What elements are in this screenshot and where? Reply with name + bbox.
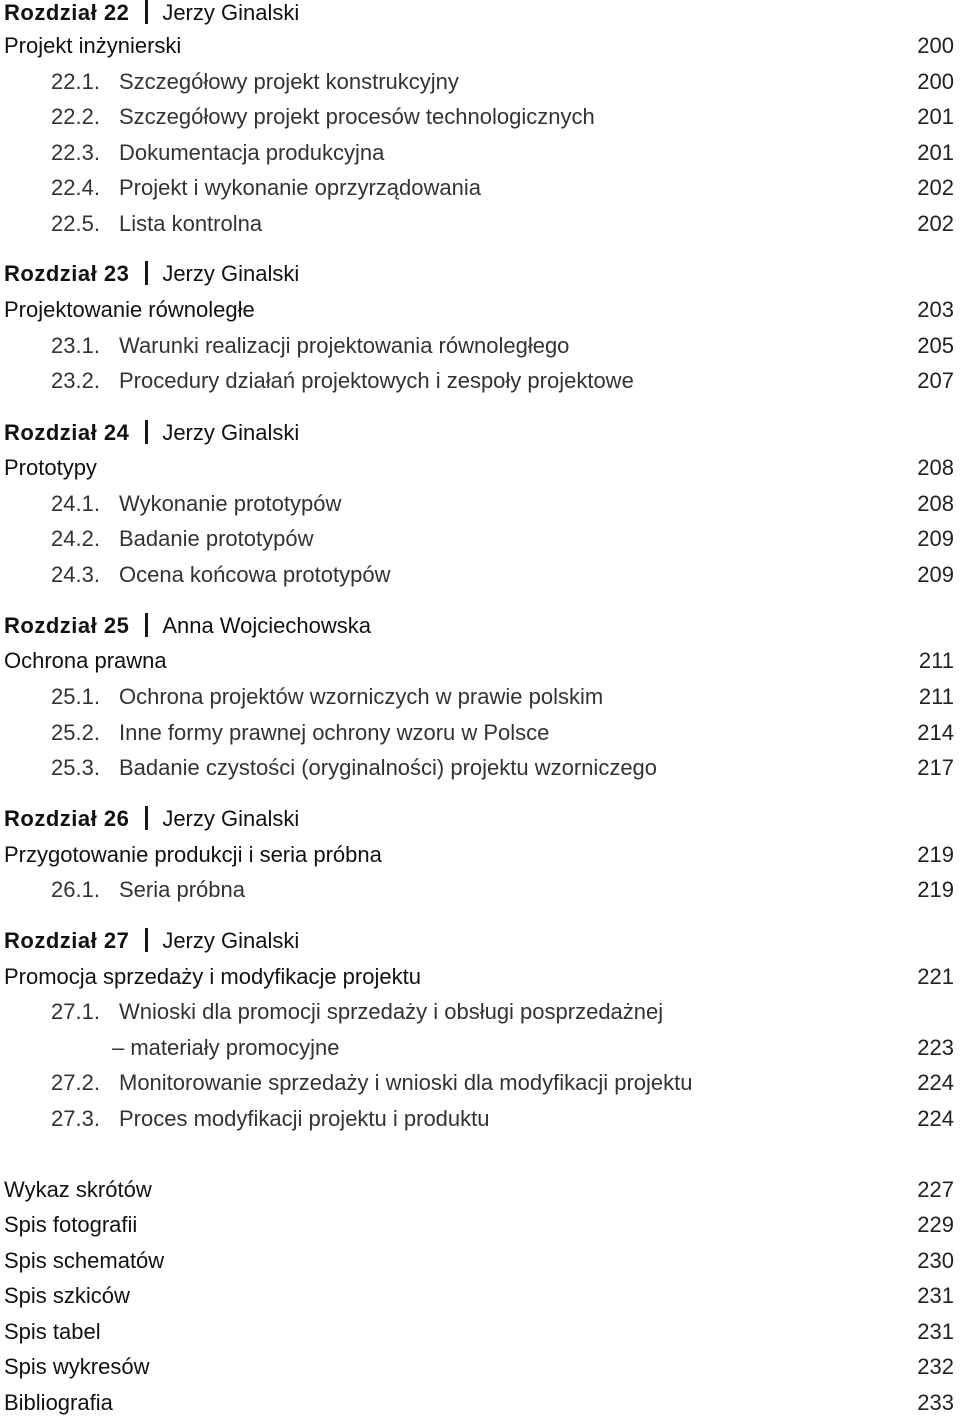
toc-subentry bbox=[0, 171, 960, 205]
chapter-separator bbox=[145, 261, 148, 285]
page-number: 201 bbox=[917, 140, 954, 165]
section-number: 22.5. bbox=[51, 211, 100, 236]
entry-title: Spis tabel bbox=[4, 1319, 101, 1344]
section-title: Szczegółowy projekt procesów technologicznych bbox=[119, 104, 595, 129]
section-number: 24.1. bbox=[51, 491, 100, 516]
entry-title: Spis schematów bbox=[4, 1248, 165, 1273]
section-title: Ochrona projektów wzorniczych w prawie polskim bbox=[119, 684, 604, 709]
chapter-separator bbox=[145, 928, 148, 952]
page-number: 223 bbox=[917, 1035, 954, 1060]
section-number: 24.3. bbox=[51, 562, 100, 587]
page-number: 202 bbox=[917, 211, 954, 236]
page-number: 224 bbox=[917, 1070, 954, 1095]
chapter-heading-line bbox=[4, 257, 299, 291]
entry-title: Spis szkiców bbox=[4, 1283, 130, 1308]
page-number: 217 bbox=[917, 755, 954, 780]
chapter-heading-line bbox=[4, 802, 299, 836]
page-number: 208 bbox=[917, 491, 954, 516]
chapter-separator bbox=[145, 613, 148, 637]
toc-subentry bbox=[0, 558, 960, 592]
page-number: 201 bbox=[917, 104, 954, 129]
toc-subentry bbox=[0, 522, 960, 556]
section-title: Seria próbna bbox=[119, 877, 245, 902]
chapter-heading-line bbox=[4, 416, 299, 450]
toc-subentry bbox=[0, 329, 960, 363]
page-number: 203 bbox=[917, 297, 954, 322]
page-number: 224 bbox=[917, 1106, 954, 1131]
chapter-label: Rozdział 23 bbox=[4, 261, 130, 286]
chapter-heading bbox=[0, 0, 960, 30]
toc-subentry bbox=[0, 1066, 960, 1100]
chapter-heading-line bbox=[4, 609, 371, 643]
entry-title: Projektowanie równoległe bbox=[4, 297, 255, 322]
section-title: Procedury działań projektowych i zespoły projektowe bbox=[119, 368, 634, 393]
page-number: 219 bbox=[917, 842, 954, 867]
toc-entry bbox=[0, 451, 960, 485]
chapter-author: Jerzy Ginalski bbox=[162, 806, 300, 831]
toc-entry bbox=[0, 293, 960, 327]
section-number: 25.1. bbox=[51, 684, 100, 709]
chapter-separator bbox=[145, 0, 148, 24]
toc-entry bbox=[0, 29, 960, 63]
entry-title: Bibliografia bbox=[4, 1390, 113, 1415]
page-number: 232 bbox=[917, 1354, 954, 1379]
chapter-author: Jerzy Ginalski bbox=[162, 420, 300, 445]
page-number: 230 bbox=[917, 1248, 954, 1273]
page-number: 231 bbox=[917, 1319, 954, 1344]
entry-title: Prototypy bbox=[4, 455, 97, 480]
entry-title: Ochrona prawna bbox=[4, 648, 167, 673]
section-title: Badanie czystości (oryginalności) projektu wzorniczego bbox=[119, 755, 658, 780]
entry-title: Promocja sprzedaży i modyfikacje projektu bbox=[4, 964, 421, 989]
toc-subentry bbox=[0, 136, 960, 170]
section-number: 27.3. bbox=[51, 1106, 100, 1131]
section-title: Warunki realizacji projektowania równoległego bbox=[119, 333, 570, 358]
page-number: 209 bbox=[917, 562, 954, 587]
chapter-label: Rozdział 27 bbox=[4, 928, 130, 953]
page-number: 231 bbox=[917, 1283, 954, 1308]
entry-title: Spis fotografii bbox=[4, 1212, 138, 1237]
toc-subentry bbox=[0, 995, 960, 1029]
chapter-heading bbox=[0, 416, 960, 450]
chapter-label: Rozdział 24 bbox=[4, 420, 130, 445]
section-number: 25.3. bbox=[51, 755, 100, 780]
chapter-author: Jerzy Ginalski bbox=[162, 0, 300, 25]
toc-subentry bbox=[0, 487, 960, 521]
section-number: 22.1. bbox=[51, 69, 100, 94]
toc-subentry bbox=[0, 207, 960, 241]
page-number: 233 bbox=[917, 1390, 954, 1415]
chapter-separator bbox=[145, 806, 148, 830]
page-number: 211 bbox=[918, 684, 954, 709]
page-number: 211 bbox=[918, 648, 954, 673]
chapter-author: Jerzy Ginalski bbox=[162, 928, 300, 953]
page-number: 207 bbox=[917, 368, 954, 393]
toc-entry bbox=[0, 1386, 960, 1420]
section-title: Szczegółowy projekt konstrukcyjny bbox=[119, 69, 459, 94]
chapter-author: Anna Wojciechowska bbox=[162, 613, 372, 638]
section-title: Lista kontrolna bbox=[119, 211, 263, 236]
toc-subentry bbox=[0, 364, 960, 398]
section-title-continuation: – materiały promocyjne bbox=[112, 1035, 340, 1060]
section-title: Proces modyfikacji projektu i produktu bbox=[119, 1106, 490, 1131]
toc-entry bbox=[0, 644, 960, 678]
chapter-heading-line bbox=[4, 0, 299, 30]
entry-title: Projekt inżynierski bbox=[4, 33, 182, 58]
chapter-author: Jerzy Ginalski bbox=[162, 261, 300, 286]
chapter-heading-line bbox=[4, 924, 299, 958]
chapter-heading bbox=[0, 257, 960, 291]
toc-subentry bbox=[0, 873, 960, 907]
toc-entry bbox=[0, 1208, 960, 1242]
page-number: 227 bbox=[917, 1177, 954, 1202]
section-number: 27.2. bbox=[51, 1070, 100, 1095]
entry-title: Wykaz skrótów bbox=[4, 1177, 152, 1202]
toc-entry bbox=[0, 1173, 960, 1207]
page-number: 214 bbox=[917, 720, 954, 745]
page-number: 205 bbox=[917, 333, 954, 358]
section-number: 25.2. bbox=[51, 720, 100, 745]
toc-subentry-continuation bbox=[0, 1031, 960, 1065]
section-title: Badanie prototypów bbox=[119, 526, 314, 551]
section-number: 27.1. bbox=[51, 999, 100, 1024]
chapter-label: Rozdział 25 bbox=[4, 613, 130, 638]
page-number: 200 bbox=[917, 33, 954, 58]
section-title: Dokumentacja produkcyjna bbox=[119, 140, 385, 165]
chapter-separator bbox=[145, 420, 148, 444]
toc-subentry bbox=[0, 680, 960, 714]
page-number: 200 bbox=[917, 69, 954, 94]
chapter-heading bbox=[0, 924, 960, 958]
section-title: Wnioski dla promocji sprzedaży i obsługi posprzedażnej bbox=[119, 999, 664, 1024]
chapter-label: Rozdział 22 bbox=[4, 0, 130, 25]
page-number: 221 bbox=[917, 964, 954, 989]
page-number: 219 bbox=[917, 877, 954, 902]
section-number: 22.3. bbox=[51, 140, 100, 165]
section-title: Monitorowanie sprzedaży i wnioski dla modyfikacji projektu bbox=[119, 1070, 693, 1095]
toc-subentry bbox=[0, 1102, 960, 1136]
section-number: 23.2. bbox=[51, 368, 100, 393]
toc-entry bbox=[0, 838, 960, 872]
toc-entry bbox=[0, 1315, 960, 1349]
chapter-label: Rozdział 26 bbox=[4, 806, 130, 831]
chapter-heading bbox=[0, 802, 960, 836]
entry-title: Przygotowanie produkcji i seria próbna bbox=[4, 842, 382, 867]
page-number: 202 bbox=[917, 175, 954, 200]
section-title: Projekt i wykonanie oprzyrządowania bbox=[119, 175, 481, 200]
toc-entry bbox=[0, 960, 960, 994]
page-number: 208 bbox=[917, 455, 954, 480]
entry-title: Spis wykresów bbox=[4, 1354, 150, 1379]
page-number: 209 bbox=[917, 526, 954, 551]
toc-entry bbox=[0, 1244, 960, 1278]
toc-entry bbox=[0, 1279, 960, 1313]
toc-subentry bbox=[0, 100, 960, 134]
section-number: 22.4. bbox=[51, 175, 100, 200]
section-number: 26.1. bbox=[51, 877, 100, 902]
section-title: Ocena końcowa prototypów bbox=[119, 562, 391, 587]
section-title: Inne formy prawnej ochrony wzoru w Polsce bbox=[119, 720, 550, 745]
section-number: 24.2. bbox=[51, 526, 100, 551]
section-number: 22.2. bbox=[51, 104, 100, 129]
page-number: 229 bbox=[917, 1212, 954, 1237]
toc-subentry bbox=[0, 716, 960, 750]
section-title: Wykonanie prototypów bbox=[119, 491, 342, 516]
toc-subentry bbox=[0, 751, 960, 785]
toc-subentry bbox=[0, 65, 960, 99]
chapter-heading bbox=[0, 609, 960, 643]
section-number: 23.1. bbox=[51, 333, 100, 358]
toc-entry bbox=[0, 1350, 960, 1384]
